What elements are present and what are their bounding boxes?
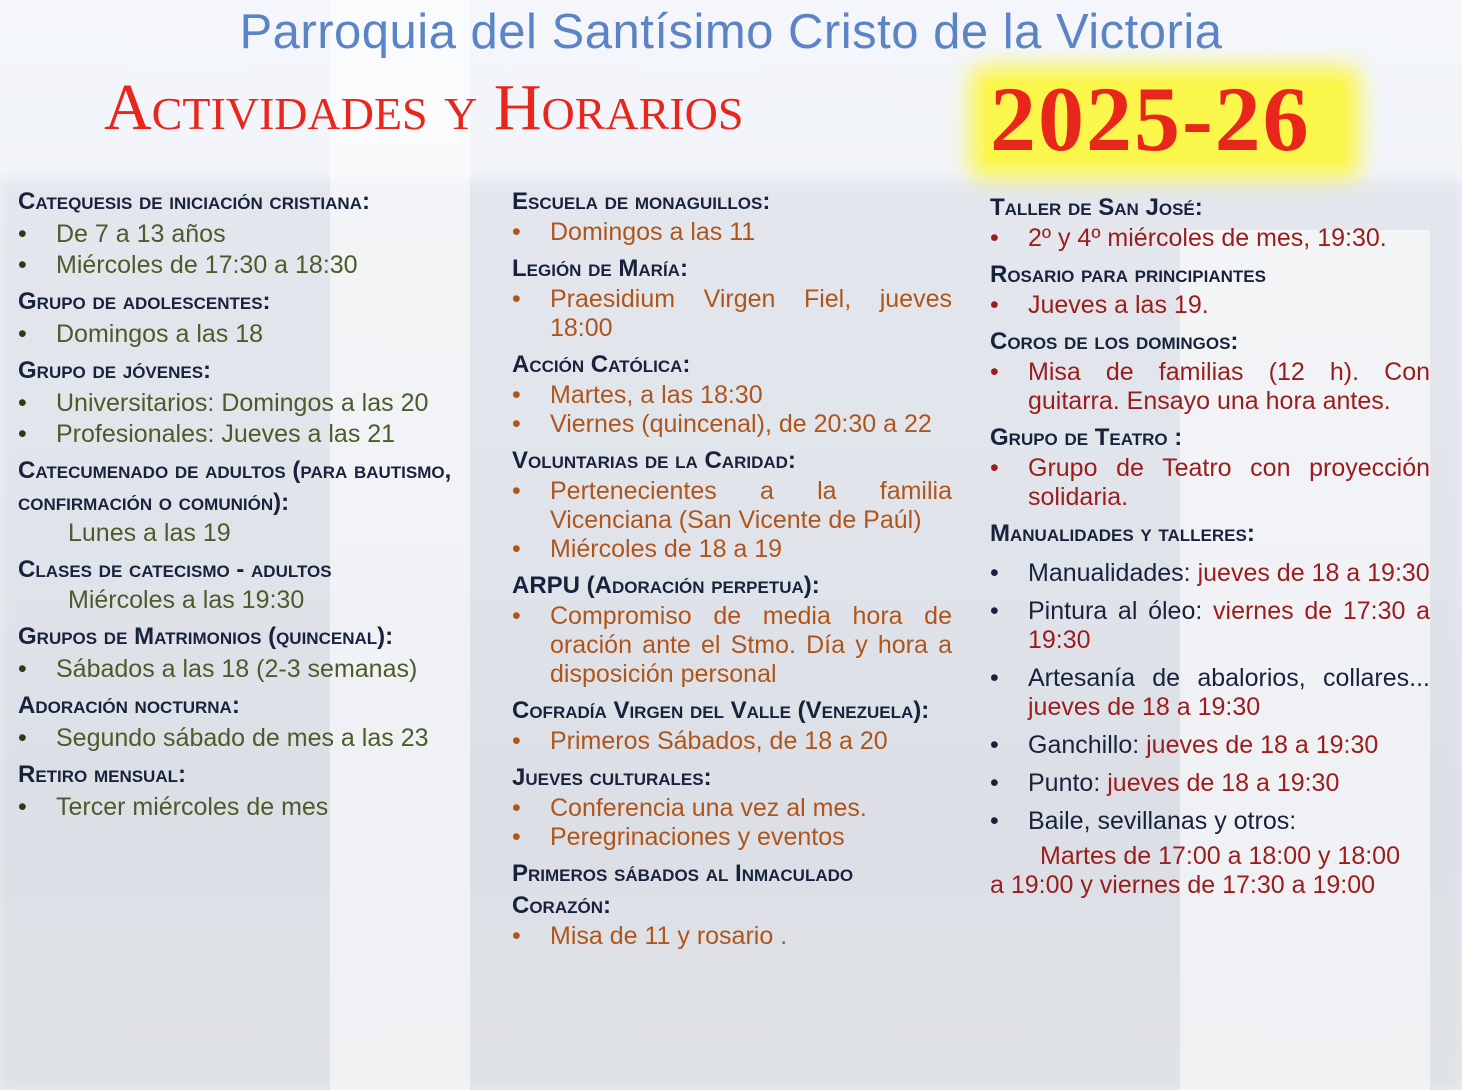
schedule-text: Lunes a las 19 [68,519,231,547]
list-item: • Segundo sábado de mes a las 23 [18,724,429,752]
list-item: • Conferencia una vez al mes. [512,794,867,822]
section-title: Retiro mensual: [18,761,186,788]
list-item: • Miércoles de 17:30 a 18:30 [18,251,358,279]
section-title: Grupos de Matrimonios (quincenal): [18,623,394,650]
list-item: • Grupo de Teatro con proyección solidaria. [990,454,1430,511]
list-item: • Profesionales: Jueves a las 21 [18,420,396,448]
section-title: Grupo de jóvenes: [18,357,212,384]
section-title: Catequesis de iniciación cristiana: [18,188,370,215]
list-item: • Artesanía de abalorios, collares... jueves de 18 a 19:30 [990,664,1430,721]
list-item: • 2º y 4º miércoles de mes, 19:30. [990,224,1387,252]
section-title: Adoración nocturna: [18,692,240,719]
section-title: Manualidades y talleres: [990,520,1255,547]
dance-schedule: Martes de 17:00 a 18:00 y 18:00 a 19:00 y viernes de 17:30 a 19:00 [990,842,1400,899]
list-item: • Punto: jueves de 18 a 19:30 [990,769,1340,797]
activities-title: Actividades y Horarios [104,71,744,144]
list-item: • De 7 a 13 años [18,220,226,248]
list-item: • Viernes (quincenal), de 20:30 a 22 [512,410,932,438]
section-title: Primeros sábados al Inmaculado Corazón: [512,860,854,919]
column-left [18,186,488,822]
section-title: Clases de catecismo - adultos [18,556,332,583]
list-item: • Pertenecientes a la familia Vicenciana (San Vicente de Paúl) [512,477,952,534]
year-label: 2025-26 [990,68,1311,170]
list-item: • Compromiso de media hora de oración ante el Stmo. Día y hora a disposición personal [512,602,952,688]
list-item: • Pintura al óleo: viernes de 17:30 a 19:30 [990,597,1430,654]
section-title: Coros de los domingos: [990,328,1239,355]
section-title: Catecumenado de adultos (para bautismo, confirmación o comunión): [18,457,452,516]
list-item: • Domingos a las 18 [18,320,264,348]
list-item: • Praesidium Virgen Fiel, jueves 18:00 [512,285,952,342]
list-item: • Tercer miércoles de mes [18,793,329,821]
section-title: Rosario para principiantes [990,261,1266,288]
section-title: Escuela de monaguillos: [512,188,771,215]
section-title: Taller de San José: [990,194,1203,221]
list-item: • Domingos a las 11 [512,218,756,246]
list-item: • Primeros Sábados, de 18 a 20 [512,727,888,755]
section-title: Grupo de adolescentes: [18,288,271,315]
list-item: • Universitarios: Domingos a las 20 [18,389,429,417]
column-right [990,192,1430,900]
list-item: • Jueves a las 19. [990,291,1209,319]
section-title: ARPU (Adoración perpetua): [512,572,820,599]
list-item: • Martes, a las 18:30 [512,381,763,409]
section-title: Cofradía Virgen del Valle (Venezuela): [512,697,930,724]
list-item: • Misa de 11 y rosario . [512,922,788,950]
section-title: Acción Católica: [512,351,691,378]
column-middle [512,186,952,951]
list-item: • Manualidades: jueves de 18 a 19:30 [990,559,1430,587]
schedule-text: Miércoles a las 19:30 [68,586,305,614]
list-item: • Misa de familias (12 h). Con guitarra. Ensayo una hora antes. [990,358,1430,415]
list-item: • Ganchillo: jueves de 18 a 19:30 [990,731,1379,759]
list-item: • Peregrinaciones y eventos [512,823,845,851]
list-item: • Sábados a las 18 (2-3 semanas) [18,655,418,683]
list-item: • Baile, sevillanas y otros: [990,807,1297,835]
parish-title: Parroquia del Santísimo Cristo de la Victoria [239,5,1223,59]
section-title: Jueves culturales: [512,764,712,791]
list-item: • Miércoles de 18 a 19 [512,535,783,563]
section-title: Voluntarias de la Caridad: [512,447,796,474]
section-title: Grupo de Teatro : [990,424,1183,451]
section-title: Legión de María: [512,255,688,282]
